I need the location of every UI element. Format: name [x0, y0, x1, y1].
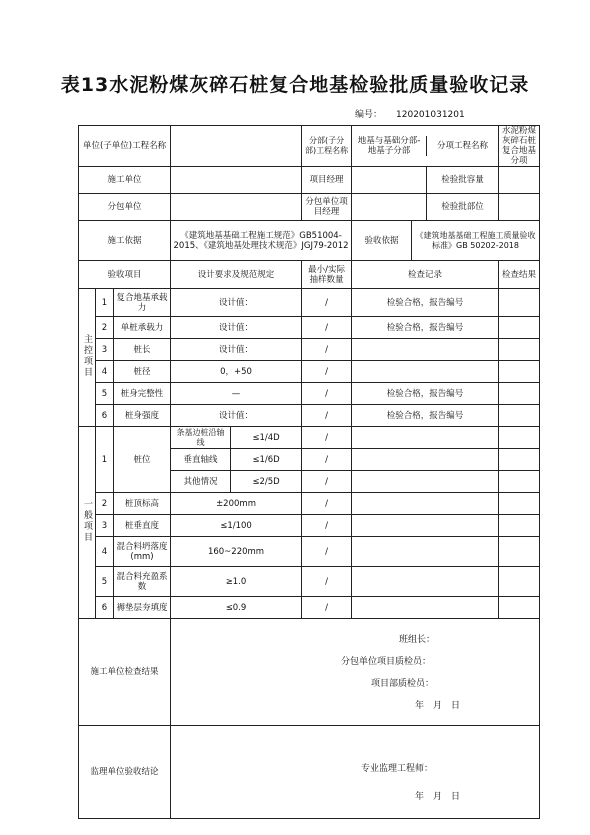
capacity-value[interactable] — [499, 167, 540, 194]
capacity-label: 检验批容量 — [441, 175, 484, 185]
row-result[interactable] — [499, 289, 540, 317]
row-record: 检验合格，报告编号 — [352, 383, 499, 405]
table-row — [79, 427, 540, 449]
row-req: ≥1.0 — [171, 567, 302, 597]
row-no: 1 — [96, 427, 114, 493]
row-no: 4 — [96, 537, 114, 567]
row-result[interactable] — [499, 361, 540, 383]
builder-label: 施工单位 — [79, 167, 171, 194]
header-row-basis — [79, 221, 540, 261]
row-no: 3 — [96, 339, 114, 361]
table-row — [79, 383, 540, 405]
row-req: 设计值： — [171, 405, 302, 427]
row-req: ±200mm — [171, 493, 302, 515]
row-no: 2 — [96, 493, 114, 515]
row-result[interactable] — [499, 597, 540, 619]
builder-check-label: 施工单位检查结果 — [79, 619, 171, 726]
row-sample: / — [302, 289, 352, 317]
row-sample: / — [302, 427, 352, 449]
row-req: 设计值： — [171, 339, 302, 361]
table-row — [79, 289, 540, 317]
row-item: 桩顶标高 — [114, 493, 171, 515]
row-result[interactable] — [499, 405, 540, 427]
row-sample: / — [302, 449, 352, 471]
team-leader-label: 班组长： — [399, 635, 436, 645]
row-record[interactable] — [352, 449, 499, 471]
basis-label: 施工依据 — [79, 221, 171, 261]
row-record[interactable] — [352, 567, 499, 597]
doc-number-value: 120201031201 — [396, 110, 465, 120]
row-record: 检验合格，报告编号 — [352, 317, 499, 339]
item-value[interactable]: 水泥粉煤灰碎石桩复合地基分项 — [499, 126, 540, 167]
row-req: ≤1/100 — [171, 515, 302, 537]
row-item: 单桩承载力 — [114, 317, 171, 339]
subcontractor-label: 分包单位 — [79, 194, 171, 221]
row-req: — — [171, 383, 302, 405]
row-no: 3 — [96, 515, 114, 537]
row-result[interactable] — [499, 383, 540, 405]
col-record: 检查记录 — [352, 261, 499, 289]
header-row-unit — [79, 126, 540, 167]
row-sample: / — [302, 597, 352, 619]
row-item: 桩径 — [114, 361, 171, 383]
row-req: 设计值： — [171, 289, 302, 317]
row-sample: / — [302, 471, 352, 493]
row-record — [352, 339, 499, 361]
col-sampling: 最小/实际抽样数量 — [302, 261, 352, 289]
supervisor-date: 年 月 日 — [415, 792, 461, 802]
row-sample: / — [302, 361, 352, 383]
row-record[interactable] — [352, 471, 499, 493]
supervisor-label: 监理单位验收结论 — [79, 726, 171, 819]
row-no: 4 — [96, 361, 114, 383]
row-no: 6 — [96, 405, 114, 427]
row-item: 桩位 — [114, 427, 171, 493]
row-item: 混合料坍落度(mm) — [114, 537, 171, 567]
row-result[interactable] — [499, 317, 540, 339]
supervisor-row — [79, 726, 540, 819]
row-no: 5 — [96, 567, 114, 597]
row-sample: / — [302, 339, 352, 361]
acceptance-table — [78, 125, 540, 819]
row-result[interactable] — [499, 449, 540, 471]
row-result[interactable] — [499, 493, 540, 515]
header-row-subcontractor — [79, 194, 540, 221]
row-record[interactable] — [352, 537, 499, 567]
row-record: 检验合格，报告编号 — [352, 289, 499, 317]
row-result[interactable] — [499, 515, 540, 537]
doc-number-label: 编号： — [355, 110, 383, 120]
row-result[interactable] — [499, 339, 540, 361]
row-req: 160~220mm — [171, 537, 302, 567]
sub-inspector-label: 分包单位项目质检员： — [341, 657, 432, 667]
row-item: 桩身强度 — [114, 405, 171, 427]
row-item: 复合地基承载力 — [114, 289, 171, 317]
row-no: 2 — [96, 317, 114, 339]
row-sample: / — [302, 317, 352, 339]
supervisor-area[interactable] — [171, 726, 540, 819]
row-sample: / — [302, 537, 352, 567]
item-label: 分项工程名称 — [437, 141, 489, 151]
unit-label: 单位(子单位)工程名称 — [79, 126, 171, 167]
row-item: 桩垂直度 — [114, 515, 171, 537]
pm-value[interactable] — [352, 167, 427, 193]
builder-value[interactable] — [171, 167, 302, 194]
acceptance-label: 验收依据 — [352, 221, 412, 260]
unit-value[interactable] — [171, 126, 302, 167]
table-row — [79, 405, 540, 427]
table-row — [79, 361, 540, 383]
pm-label: 项目经理 — [302, 167, 352, 194]
sub-item: 其他情况 — [171, 471, 231, 493]
row-no: 6 — [96, 597, 114, 619]
table-row — [79, 597, 540, 619]
subcontractor-value[interactable] — [171, 194, 302, 221]
part-label: 检验批部位 — [441, 202, 484, 212]
row-req: ≤0.9 — [171, 597, 302, 619]
row-item: 褥垫层夯填度 — [114, 597, 171, 619]
row-record[interactable] — [352, 515, 499, 537]
basis-value: 《建筑地基基础工程施工规范》GB51004-2015、《建筑地基处理技术规范》JGJ79-2012 — [171, 221, 352, 261]
supervisor-engineer-label: 专业监理工程师： — [361, 764, 434, 774]
row-record: 检验合格，报告编号 — [352, 405, 499, 427]
row-req: ≤1/4D — [231, 427, 302, 449]
row-sample: / — [302, 515, 352, 537]
main-control-group: 主控项目 — [79, 289, 96, 427]
row-item: 桩长 — [114, 339, 171, 361]
sub-value[interactable]: 地基与基础分部-地基子分部 — [352, 136, 427, 156]
row-sample: / — [302, 383, 352, 405]
row-sample: / — [302, 493, 352, 515]
acceptance-value-cell — [412, 221, 540, 260]
row-sample: / — [302, 567, 352, 597]
builder-check-area[interactable] — [171, 619, 540, 726]
row-no: 5 — [96, 383, 114, 405]
sub-item: 条基边桩沿轴线 — [171, 427, 231, 449]
header-row-builder — [79, 167, 540, 194]
table-row — [79, 537, 540, 567]
page-title: 表13水泥粉煤灰碎石桩复合地基检验批质量验收记录 — [60, 74, 530, 96]
row-req: ≤2/5D — [231, 471, 302, 493]
row-result[interactable] — [499, 427, 540, 449]
col-requirement: 设计要求及规范规定 — [171, 261, 302, 289]
doc-number — [355, 107, 465, 120]
row-sample: / — [302, 405, 352, 427]
row-req: ≤1/6D — [231, 449, 302, 471]
row-result[interactable] — [499, 537, 540, 567]
dept-inspector-label: 项目部质检员： — [371, 679, 435, 689]
row-record[interactable] — [352, 427, 499, 449]
row-record — [352, 361, 499, 383]
general-group: 一般项目 — [79, 427, 96, 619]
table-row — [79, 515, 540, 537]
row-req: 设计值： — [171, 317, 302, 339]
sub-label: 分部(子分部)工程名称 — [302, 126, 352, 167]
row-result[interactable] — [499, 567, 540, 597]
table-row — [79, 339, 540, 361]
sub-pm-value[interactable] — [352, 194, 427, 220]
acceptance-value-text: 《建筑地基基础工程施工质量验收标准》GB 50202-2018 — [415, 230, 536, 250]
col-item: 验收项目 — [79, 261, 171, 289]
part-value[interactable] — [499, 194, 540, 221]
column-header-row — [79, 261, 540, 289]
sub-item: 垂直轴线 — [171, 449, 231, 471]
row-item: 桩身完整性 — [114, 383, 171, 405]
row-req: 0，+50 — [171, 361, 302, 383]
table-row — [79, 493, 540, 515]
row-record[interactable] — [352, 493, 499, 515]
row-record[interactable] — [352, 597, 499, 619]
sub-pm-label: 分包单位项目经理 — [302, 194, 352, 221]
col-result: 检查结果 — [499, 261, 540, 289]
builder-date: 年 月 日 — [415, 701, 461, 711]
builder-check-row — [79, 619, 540, 726]
row-item: 混合料充盈系数 — [114, 567, 171, 597]
table-row — [79, 567, 540, 597]
row-no: 1 — [96, 289, 114, 317]
row-result[interactable] — [499, 471, 540, 493]
table-row — [79, 317, 540, 339]
